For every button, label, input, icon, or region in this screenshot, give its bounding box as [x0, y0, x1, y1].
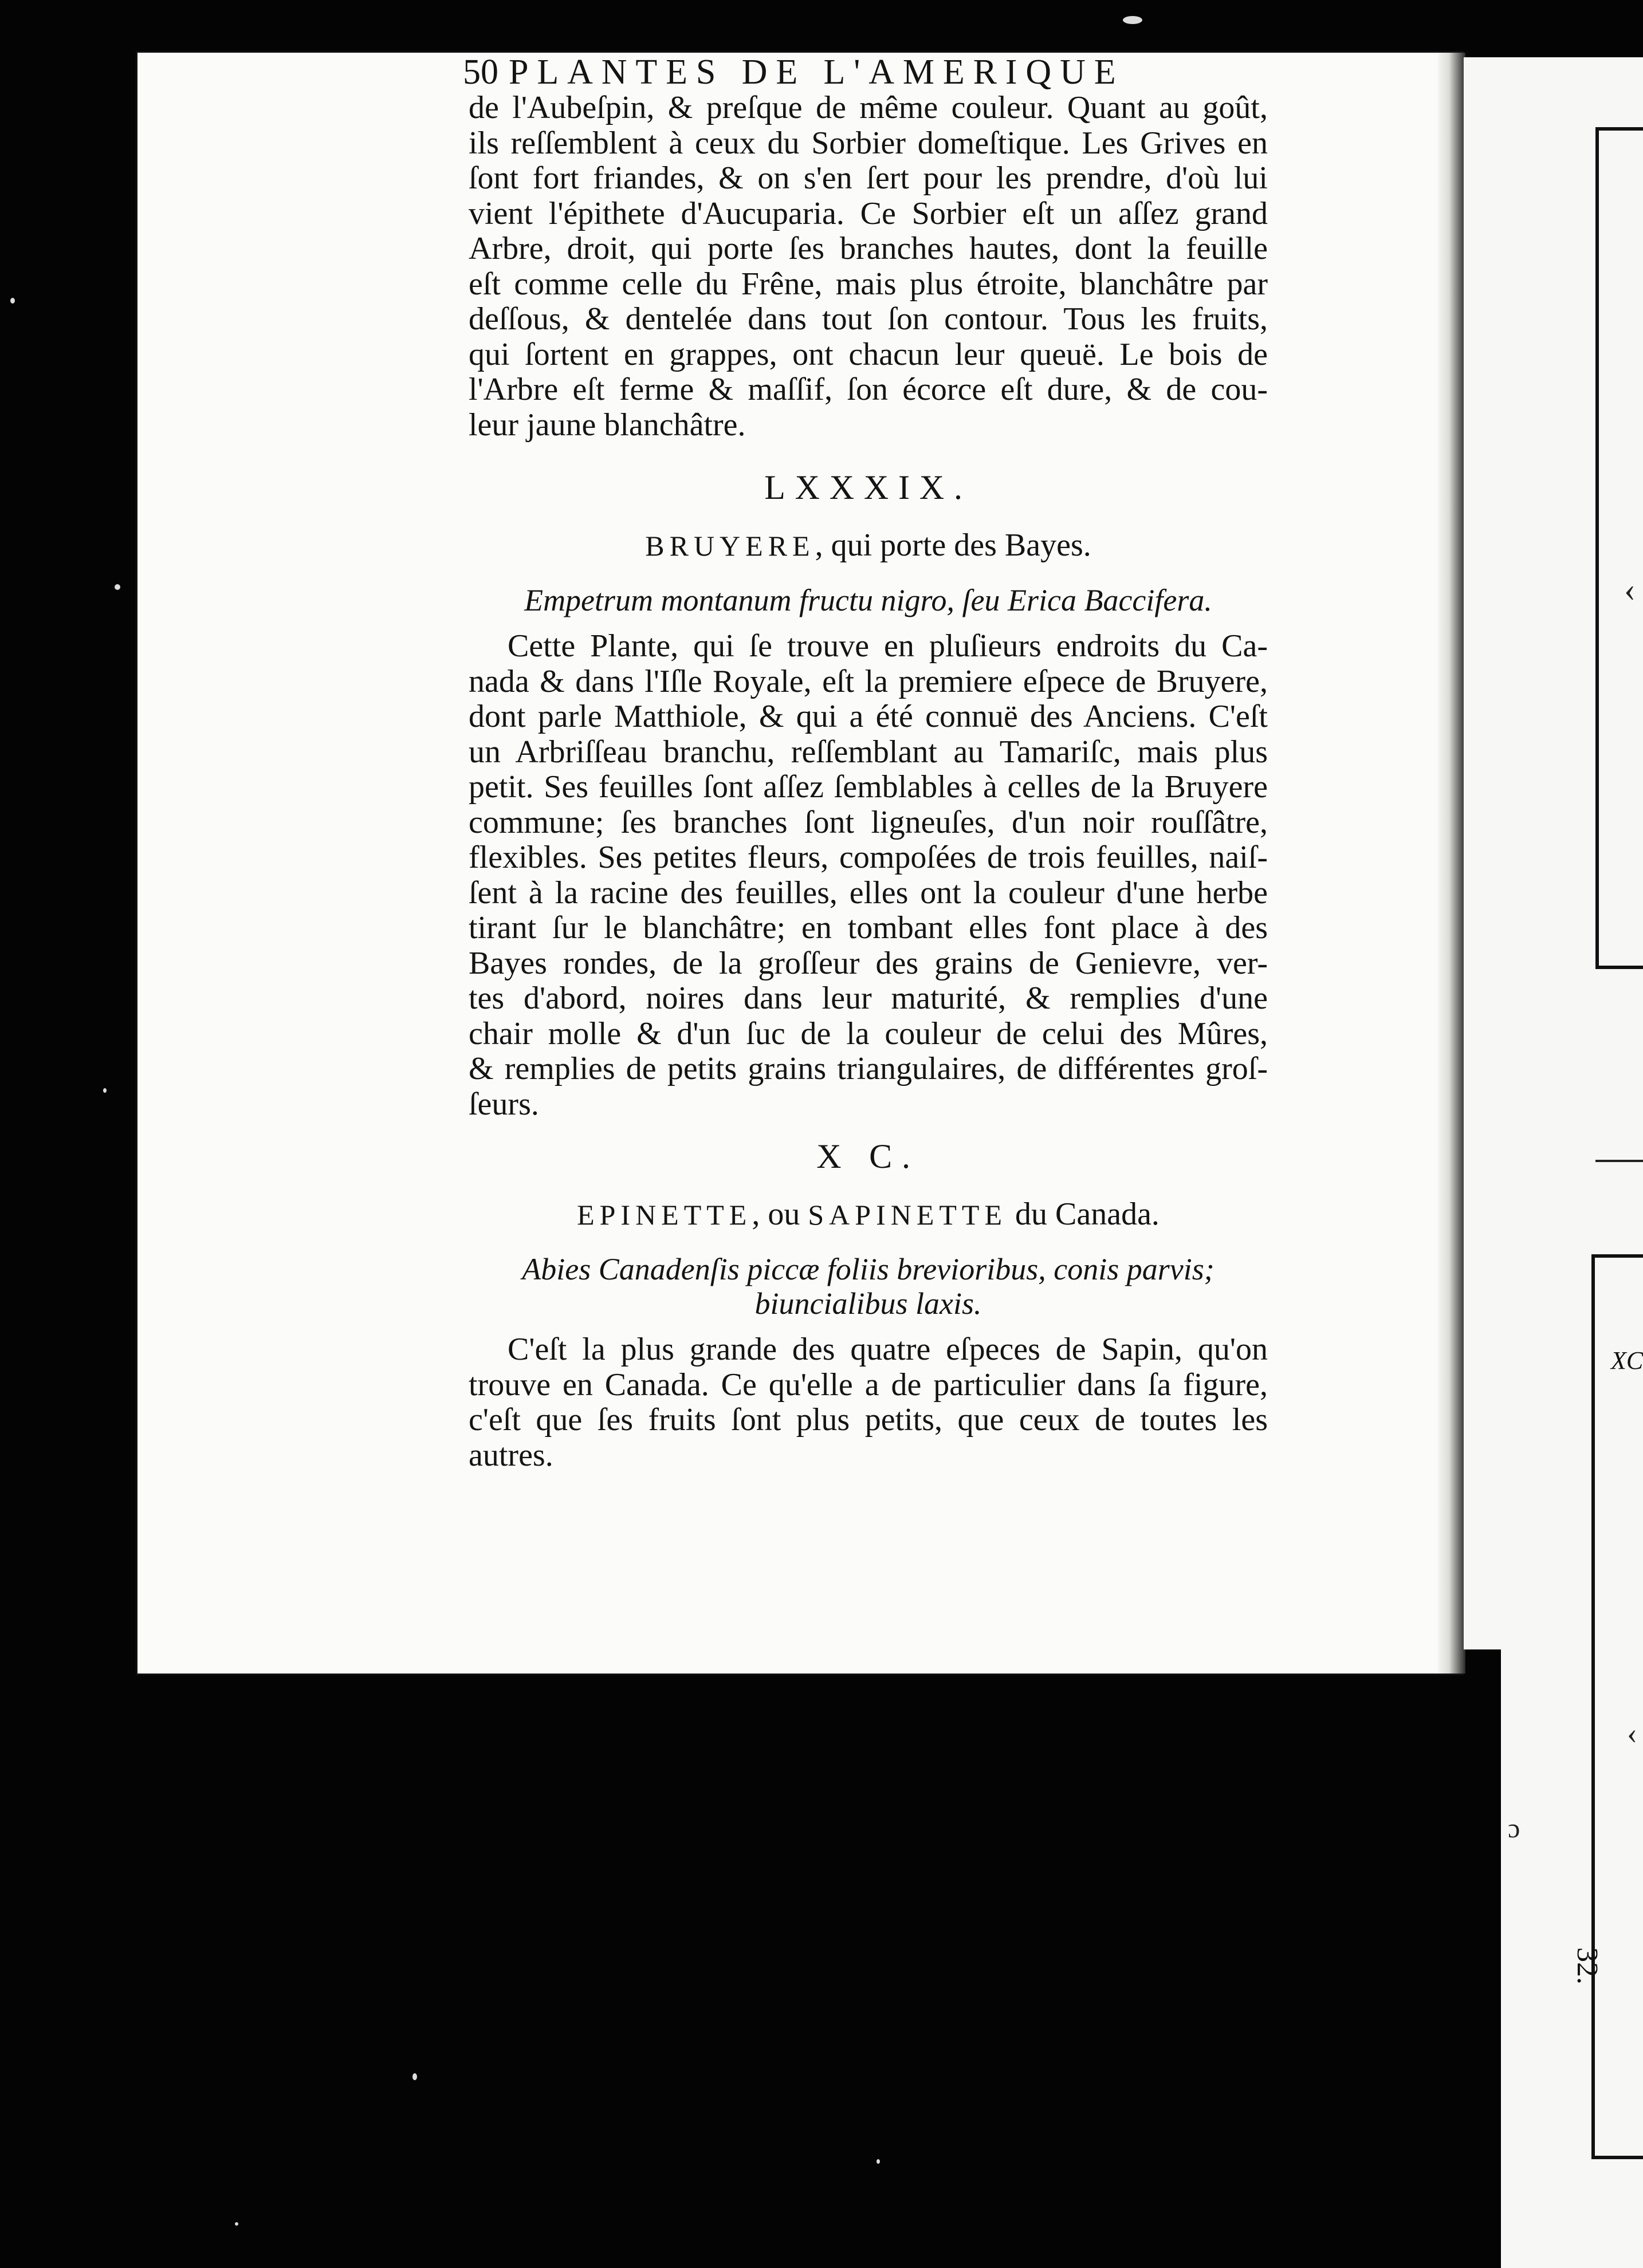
plate-arrow-mark-lower: ‹: [1627, 1716, 1637, 1750]
text-line: & remplies de petits grains triangulaires, de différentes groſ-: [469, 1051, 1268, 1086]
continued-paragraph: [469, 90, 1268, 443]
plate-number: 32.: [1571, 1947, 1603, 1984]
plate-frame-top: [1595, 127, 1643, 969]
title-rest: , qui porte des Bayes.: [815, 527, 1091, 563]
text-line: Arbre, droit, qui porte ſes branches hautes, dont la feuille: [469, 231, 1268, 266]
text-line: chair molle & d'un ſuc de la couleur de celui des Mûres,: [469, 1015, 1268, 1052]
text-line: leur jaune blanchâtre.: [469, 407, 746, 443]
text-line: Bayes rondes, de la groſſeur des grains de Genievre, ver-: [469, 945, 1268, 981]
text-line: C'eſt la plus grande des quatre eſpeces de Sapin, qu'on: [508, 1332, 1268, 1367]
text-line: trouve en Canada. Ce qu'elle a de particulier dans ſa figure,: [469, 1367, 1268, 1403]
text-line: tirant ſur le blanchâtre; en tombant elles font place à des: [469, 910, 1268, 946]
text-line: petit. Ses feuilles ſont aſſez ſemblables à celles de la Bruyere: [469, 769, 1268, 805]
page-number: 50: [463, 53, 498, 90]
latin-name: Empetrum montanum fructu nigro, ſeu Erica Baccifera.: [524, 583, 1212, 617]
plate-rule: [1595, 1160, 1643, 1162]
plate-margin-mark: ɔ: [1508, 1813, 1520, 1844]
text-line: dont parle Matthiole, & qui a été connuë des Anciens. C'eſt: [469, 699, 1268, 734]
title-small-caps: BRUYERE: [645, 530, 815, 562]
section-title: [469, 525, 1268, 566]
text-line: commune; ſes branches ſont ligneuſes, d'un noir rouſſâtre,: [469, 804, 1268, 840]
text-line: vient l'épithete d'Aucuparia. Ce Sorbier eſt un aſſez grand: [469, 195, 1268, 231]
title-rest: du Canada.: [1007, 1196, 1159, 1232]
text-line: l'Arbre eſt ferme & maſſif, ſon écorce eſt dure, & de cou-: [469, 372, 1268, 407]
text-line: ſeurs.: [469, 1086, 539, 1122]
plate-arrow-mark: ‹: [1624, 570, 1636, 608]
text-line: de l'Aubeſpin, & preſque de même couleur. Quant au goût,: [469, 90, 1268, 125]
section-paragraph: [469, 1332, 1268, 1473]
text-line: un Arbriſſeau branchu, reſſemblant au Tamariſc, mais plus: [469, 734, 1268, 770]
text-line: nada & dans l'Iſle Royale, eſt la premiere eſpece de Bruyere,: [469, 663, 1268, 699]
text-line: eſt comme celle du Frêne, mais plus étroite, blanchâtre par: [469, 266, 1268, 302]
plate-frame-bottom: [1591, 1254, 1643, 2159]
section-numeral: LXXXIX.: [764, 468, 972, 506]
text-line: deſſous, & dentelée dans tout ſon contour. Tous les fruits,: [469, 301, 1268, 337]
text-block: [463, 50, 1268, 1473]
running-title: PLANTES DE L'AMERIQUE: [509, 53, 1125, 90]
text-line: ſont fort friandes, & on s'en ſert pour les prendre, d'où lui: [469, 160, 1268, 196]
title-small-caps: SAPINETTE: [808, 1199, 1007, 1231]
text-line: tes d'abord, noires dans leur maturité, & remplies d'une: [469, 981, 1268, 1016]
latin-name-line-2: biuncialibus laxis.: [754, 1286, 982, 1321]
plate-label: XC: [1611, 1346, 1643, 1375]
text-line: autres.: [469, 1437, 553, 1473]
section-numeral: X C.: [816, 1137, 920, 1175]
text-line: Cette Plante, qui ſe trouve en pluſieurs endroits du Ca-: [508, 628, 1268, 664]
text-line: ſent à la racine des feuilles, elles ont la couleur d'une herbe: [469, 875, 1268, 911]
section-title: [469, 1194, 1268, 1235]
text-line: ils reſſemblent à ceux du Sorbier domeſtique. Les Grives en: [469, 125, 1268, 161]
text-line: qui ſortent en grappes, ont chacun leur queuë. Le bois de: [469, 336, 1268, 372]
page-gutter-shadow: [1438, 53, 1465, 1674]
running-head: [463, 50, 1268, 90]
latin-name-line-1: Abies Canadenſis piccæ foliis brevioribus, conis parvis;: [522, 1252, 1214, 1286]
text-line: flexibles. Ses petites fleurs, compoſées de trois feuilles, naiſ-: [469, 840, 1268, 875]
text-line: c'eſt que ſes fruits ſont plus petits, que ceux de toutes les: [469, 1402, 1268, 1438]
section-paragraph: [469, 629, 1268, 1122]
title-mid: , ou: [752, 1196, 808, 1232]
title-small-caps: EPINETTE: [577, 1199, 752, 1231]
